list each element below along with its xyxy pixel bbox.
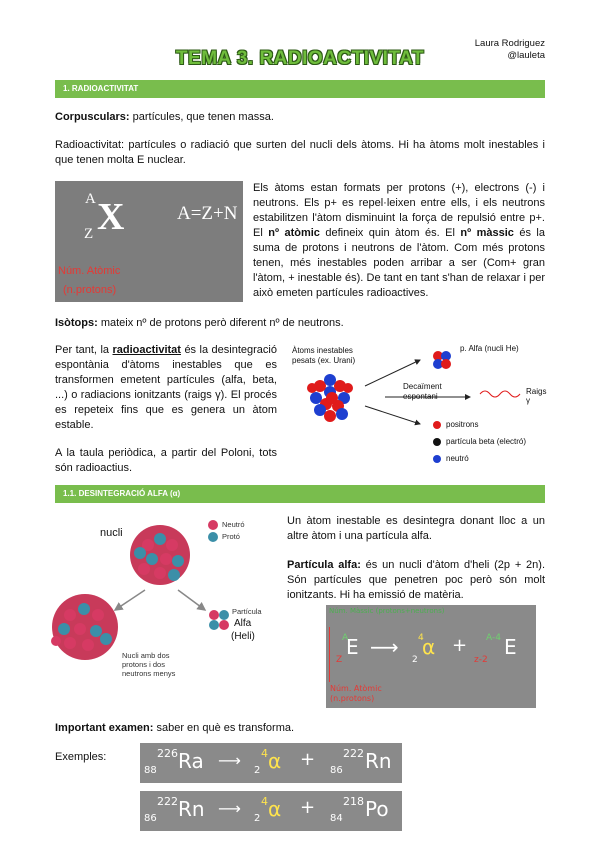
notation-atomic-number: Z [84,226,94,242]
example-equation-2 [140,791,402,831]
arrow-right-icon [178,590,205,610]
alpha-heli-label: (Heli) [231,631,255,642]
alpha-caption: Nucli amb dos protons i dos neutrons menys [122,651,176,678]
alpha-diagram [40,515,280,690]
notation-num-atomic: Núm. Atòmic [58,265,121,277]
eq1-plus: + [300,749,316,770]
legend-beta: partícula beta (electró) [446,437,527,446]
particula-alfa-paragraph [287,558,545,603]
eq1-a2: 4 [261,747,268,760]
alpha-particula-label: Partícula [232,607,262,616]
eq1-a3: 222 [343,747,364,760]
alpha-nucli-label: nucli [100,527,123,539]
important-term: Important examen: [55,722,154,734]
alpha-intro-text: Un àtom inestable es desintegra donant lloc a un altre àtom i una partícula alfa. [287,515,545,542]
eq2-a2: 4 [261,795,268,808]
eq1-z1: 88 [144,765,157,776]
decay-alpha-label: p. Alfa (nucli He) [460,344,519,353]
eq2-plus: + [300,797,316,818]
equation-bracket-left [329,627,330,682]
isotops-term: Isòtops: [55,317,98,329]
equation-bottom-label [330,684,382,704]
eq-plus: + [452,635,468,656]
eq2-arrow-icon: ⟶ [218,799,241,818]
eq2-z1: 86 [144,813,157,824]
neutron-icon [433,455,441,463]
alpha-particle-icon [433,351,451,369]
pertant-text-1: Per tant, la [55,344,113,356]
notation-mass-number: A [85,191,96,207]
decay-gamma-label: Raigs γ [526,387,547,405]
eq-mass-A: A [342,633,349,643]
daughter-nucleus-icon [51,594,118,660]
author-handle: @lauleta [507,50,545,61]
equation-bottom-line1: Núm. Atòmic [330,684,382,693]
eq-symbol-E: E [346,635,359,659]
legend-proto: Protó [222,532,240,541]
eq2-s2: α [268,797,282,821]
section-bar-alpha: 1.1. DESINTEGRACIÓ ALFA (α) [55,485,545,503]
radioactivitat-definition: Radioactivitat: partícules o radiació que surten del nucli dels àtoms. Hi ha àtoms molt inestables i que tenen molta E nuclear. [55,139,545,166]
isotops-text: mateix nº de protons però diferent nº de neutrons. [97,317,344,329]
arrow-down-icon [365,406,420,424]
atoms-text-3: és la suma de protons i neutrons de l'àtom. Com més protons tenen, més inestables poden arribar a ser (Com+ gran l'àtom, + inestable és). De tant en tant s'han de relaxar i per això emeten partícules radioactives. [253,227,545,299]
notation-box [55,181,243,302]
legend-neutro: Neutró [222,520,245,529]
eq1-a1: 226 [157,747,178,760]
alpha-alfa-label: Alfa [234,618,252,629]
positron-icon [433,421,441,429]
eq-two: 2 [412,655,418,665]
decay-spontaneous-label: Decaïment espontani [403,382,442,401]
notation-protons: (n.protons) [63,284,117,296]
eq1-s3: Rn [365,749,392,773]
decay-graphic [290,342,550,472]
particula-alfa-text: és un nucli d'àtom d'heli (2p + 2n). Són partícules que penetren poc però són molt ionitzants. Hi ha emissió de matèria. [287,559,546,601]
atoms-text-1: Els àtoms estan formats per protons (+), electrons (-) i neutrons. Els p+ es repel·leixen entre ells, i els neutrons estabilitzen l'àtom disminuint la força de repulsió entre p+. El [253,182,545,239]
alpha-particle-icon [209,610,229,630]
arrow-left-icon [115,590,145,610]
page-title: TEMA 3. RADIOACTIVITAT [175,48,425,69]
eq2-s1: Rn [178,797,205,821]
important-line [55,721,545,736]
decay-unstable-label: Àtoms inestables pesats (ex. Urani) [292,346,356,365]
eq-symbol-E2: E [504,635,517,659]
atoms-term-mass-number: nº màssic [460,227,514,239]
equation-top-label: Núm. Màssic (protons+neutrons) [329,607,445,615]
important-text: saber en què es transforma. [153,722,295,734]
atoms-text-2: defineix quin àtom és. El [319,227,461,239]
equation-bottom-line2: (n.protons) [330,694,375,703]
alpha-equation-box [326,605,536,708]
parent-nucleus-icon [130,525,190,585]
eq-four: 4 [418,633,424,643]
particula-alfa-term: Partícula alfa: [287,559,361,571]
atoms-term-atomic-number: nº atòmic [268,227,320,239]
eq2-s3: Po [365,797,389,821]
eq1-s2: α [268,749,282,773]
decay-diagram [290,342,550,472]
eq2-z2: 2 [254,813,261,824]
notation-formula: A=Z+N [177,203,238,224]
corpusculars-term: Corpusculars: [55,111,130,123]
eq2-a3: 218 [343,795,364,808]
eq1-z2: 2 [254,765,261,776]
eq2-z3: 84 [330,813,343,824]
taula-paragraph: A la taula periòdica, a partir del Poloni, tots són radioactius. [55,447,277,474]
eq-atomic-z2: z-2 [474,655,488,665]
proton-legend-icon [208,532,218,542]
eq1-s1: Ra [178,749,204,773]
electron-icon [433,438,441,446]
notation-symbol: X [97,196,125,238]
eq-mass-A4: A-4 [486,633,501,643]
exemples-label: Exemples: [55,751,107,763]
equation-arrow-icon: ⟶ [370,635,399,659]
legend-neutron: neutró [446,454,469,463]
unstable-nucleus-icon [307,374,353,422]
section-bar-radioactivitat: 1. RADIOACTIVITAT [55,80,545,98]
gamma-wave-icon [480,391,520,397]
legend-positrons: positrons [446,420,479,429]
eq-alpha: α [422,635,436,659]
neutron-legend-icon [208,520,218,530]
pertant-paragraph [55,343,277,433]
pertant-text-2: és la desintegració espontània d'àtoms inestables que es transformen emetent partícules (alfa, beta, ...) o radiacions ionitzants (raigs γ). El procés es repeteix fins que es genera un àtom estable. [55,344,277,431]
corpusculars-text: partícules, que tenen massa. [129,111,274,123]
eq1-arrow-icon: ⟶ [218,751,241,770]
author-name: Laura Rodriguez [474,38,545,49]
atoms-paragraph [253,181,545,301]
eq1-z3: 86 [330,765,343,776]
isotops-line [55,316,545,331]
example-equation-1 [140,743,402,783]
eq-atomic-Z: Z [336,655,343,665]
eq2-a1: 222 [157,795,178,808]
corpusculars-line [55,110,545,125]
pertant-term: radioactivitat [112,344,181,356]
